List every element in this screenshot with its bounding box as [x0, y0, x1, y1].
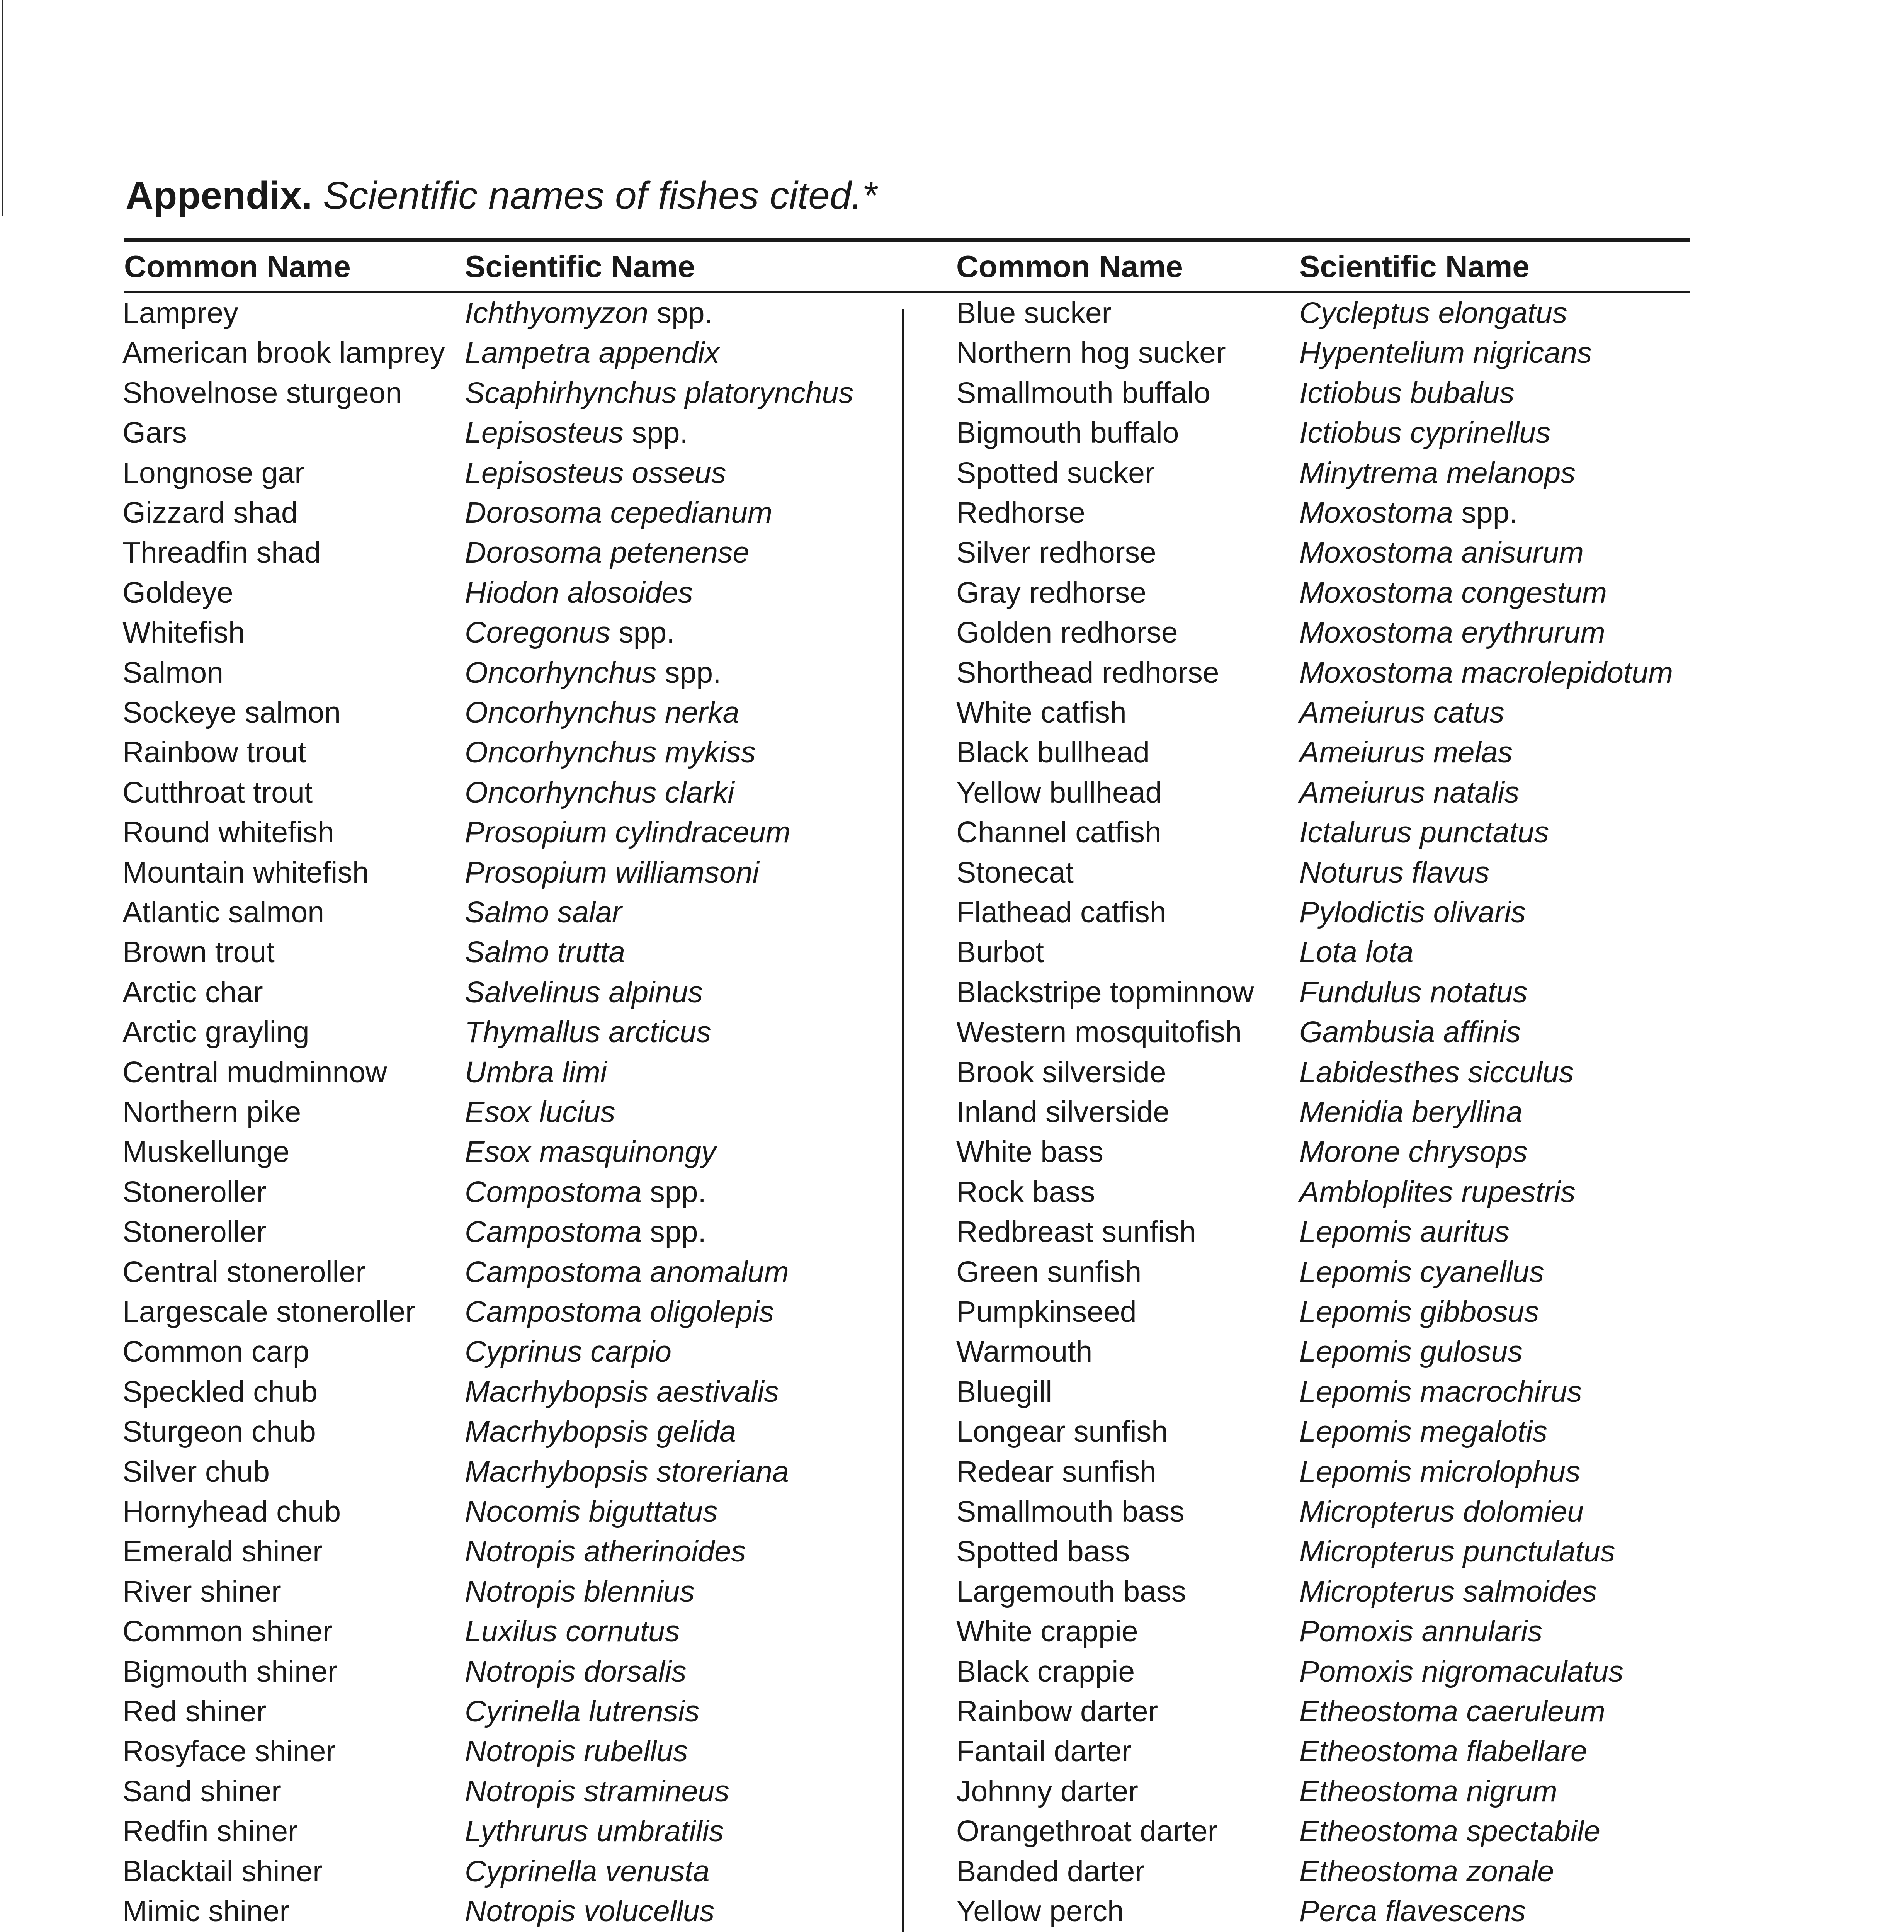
scientific-name-text: Micropterus salmoides: [1299, 1575, 1597, 1608]
right-scientific-name-cell: [1299, 294, 1567, 332]
left-common-name-cell: Brown trout: [122, 935, 275, 969]
scientific-name-text: Etheostoma nigrum: [1299, 1775, 1557, 1808]
right-common-name-cell: White crappie: [956, 1615, 1138, 1648]
left-scientific-name-cell: [465, 1372, 779, 1411]
left-scientific-name-cell: [465, 1412, 736, 1451]
right-scientific-name-cell: [1299, 573, 1607, 612]
scientific-name-text: Notropis volucellus: [465, 1895, 715, 1928]
left-scientific-name-cell: [465, 333, 719, 372]
left-common-name-cell: Lamprey: [122, 296, 238, 330]
left-common-name-cell: Sturgeon chub: [122, 1415, 316, 1448]
right-common-name-cell: Brook silverside: [956, 1056, 1166, 1089]
scientific-name-text: Lythrurus umbratilis: [465, 1815, 724, 1848]
scientific-name-text: Campostoma oligolepis: [465, 1295, 774, 1328]
right-common-name-cell: Fantail darter: [956, 1735, 1132, 1768]
left-common-name-cell: Cutthroat trout: [122, 776, 313, 809]
scientific-name-text: Notropis rubellus: [465, 1735, 688, 1768]
left-scientific-name-cell: [465, 1213, 706, 1251]
left-common-name-cell: American brook lamprey: [122, 336, 445, 369]
scientific-name-text: Minytrema melanops: [1299, 456, 1576, 490]
table-top-rule: [124, 238, 1690, 242]
species-suffix: spp.: [641, 1175, 706, 1209]
scientific-name-text: Moxostoma congestum: [1299, 576, 1607, 609]
scientific-name-text: Pomoxis annularis: [1299, 1615, 1543, 1648]
left-scientific-name-cell: [465, 1133, 716, 1171]
scientific-name-text: Macrhybopsis gelida: [465, 1415, 736, 1448]
left-scientific-name-cell: [465, 573, 693, 612]
left-common-name-cell: Emerald shiner: [122, 1535, 323, 1568]
scientific-name-text: Salmo salar: [465, 896, 622, 929]
scientific-name-text: Scaphirhynchus platorynchus: [465, 376, 853, 410]
scientific-name-text: Nocomis biguttatus: [465, 1495, 718, 1528]
left-common-name-cell: Sockeye salmon: [122, 696, 341, 729]
left-scientific-name-cell: [465, 1572, 695, 1611]
right-common-name-cell: Yellow bullhead: [956, 776, 1162, 809]
left-common-name-cell: Red shiner: [122, 1695, 267, 1728]
left-common-name-cell: Rosyface shiner: [122, 1735, 336, 1768]
scientific-name-text: Labidesthes sicculus: [1299, 1056, 1574, 1089]
left-common-name-cell: Salmon: [122, 656, 224, 689]
scientific-name-text: Ambloplites rupestris: [1299, 1175, 1576, 1209]
left-common-name-cell: Central stoneroller: [122, 1255, 366, 1289]
right-scientific-name-cell: [1299, 1293, 1539, 1331]
right-common-name-cell: Blackstripe topminnow: [956, 976, 1254, 1009]
left-common-name-cell: Stoneroller: [122, 1215, 267, 1248]
left-scientific-name-cell: [465, 1253, 789, 1291]
right-common-name-cell: Spotted bass: [956, 1535, 1130, 1568]
left-common-name-cell: Common carp: [122, 1335, 309, 1368]
right-common-name-cell: Rock bass: [956, 1175, 1095, 1209]
scientific-name-text: Fundulus notatus: [1299, 976, 1528, 1009]
right-scientific-name-cell: [1299, 973, 1528, 1012]
scientific-name-text: Lampetra appendix: [465, 336, 720, 369]
scientific-name-text: Lepomis megalotis: [1299, 1415, 1547, 1448]
scientific-name-text: Thymallus arcticus: [465, 1015, 711, 1049]
right-scientific-name-cell: [1299, 374, 1514, 412]
right-common-name-cell: Orangethroat darter: [956, 1815, 1218, 1848]
left-common-name-cell: Arctic char: [122, 976, 263, 1009]
right-common-name-cell: Largemouth bass: [956, 1575, 1186, 1608]
scientific-name-text: Oncorhynchus mykiss: [465, 736, 756, 769]
right-common-name-cell: Inland silverside: [956, 1095, 1170, 1129]
appendix-caption: Scientific names of fishes cited.*: [323, 174, 877, 217]
left-common-name-cell: Rainbow trout: [122, 736, 306, 769]
left-common-name-cell: Mountain whitefish: [122, 856, 369, 889]
left-scientific-name-cell: [465, 1692, 700, 1731]
right-common-name-cell: Western mosquitofish: [956, 1015, 1242, 1049]
right-common-name-cell: Spotted sucker: [956, 456, 1155, 490]
scientific-name-text: Ichthyomyzon: [465, 296, 649, 330]
left-common-name-cell: Silver chub: [122, 1455, 270, 1488]
scientific-name-text: Oncorhynchus: [465, 656, 657, 689]
scientific-name-text: Etheostoma zonale: [1299, 1855, 1554, 1888]
scientific-name-text: Luxilus cornutus: [465, 1615, 680, 1648]
left-scientific-name-cell: [465, 1812, 724, 1850]
header-rule: [124, 291, 1690, 293]
right-scientific-name-cell: [1299, 853, 1489, 892]
right-common-name-cell: Burbot: [956, 935, 1044, 969]
scientific-name-text: Menidia beryllina: [1299, 1095, 1523, 1129]
right-common-name-cell: Northern hog sucker: [956, 336, 1226, 369]
right-scientific-name-cell: [1299, 493, 1518, 532]
scientific-name-text: Etheostoma spectabile: [1299, 1815, 1601, 1848]
scientific-name-text: Dorosoma petenense: [465, 536, 750, 569]
scientific-name-text: Gambusia affinis: [1299, 1015, 1521, 1049]
left-common-name-cell: Hornyhead chub: [122, 1495, 341, 1528]
scientific-name-text: Ictiobus cyprinellus: [1299, 416, 1551, 449]
left-common-name-cell: Threadfin shad: [122, 536, 321, 569]
appendix-heading: [126, 176, 877, 215]
left-scientific-name-cell: [465, 893, 622, 932]
left-scientific-name-cell: [465, 374, 853, 412]
right-scientific-name-cell: [1299, 1772, 1557, 1811]
right-common-name-cell: Longear sunfish: [956, 1415, 1168, 1448]
right-scientific-name-cell: [1299, 733, 1513, 772]
right-scientific-name-cell: [1299, 933, 1413, 971]
left-scientific-name-cell: [465, 973, 703, 1012]
left-scientific-name-cell: [465, 294, 713, 332]
scientific-name-text: Ictalurus punctatus: [1299, 816, 1549, 849]
right-common-name-cell: Bigmouth buffalo: [956, 416, 1179, 449]
scientific-name-text: Prosopium cylindraceum: [465, 816, 791, 849]
scientific-name-text: Campostoma anomalum: [465, 1255, 789, 1289]
left-common-name-cell: Common shiner: [122, 1615, 333, 1648]
right-common-name-cell: Pumpkinseed: [956, 1295, 1137, 1328]
scientific-name-text: Noturus flavus: [1299, 856, 1490, 889]
species-suffix: spp.: [648, 296, 713, 330]
left-scientific-name-cell: [465, 493, 772, 532]
right-common-name-cell: Yellow perch: [956, 1895, 1124, 1928]
scientific-name-text: Perca flavescens: [1299, 1895, 1526, 1928]
left-scientific-name-cell: [465, 1612, 680, 1651]
left-common-name-header: Common Name: [124, 249, 351, 284]
left-scientific-name-cell: [465, 693, 739, 732]
right-common-name-cell: Blue sucker: [956, 296, 1112, 330]
right-common-name-cell: Smallmouth bass: [956, 1495, 1185, 1528]
scientific-name-text: Ictiobus bubalus: [1299, 376, 1515, 410]
scientific-name-text: Hypentelium nigricans: [1299, 336, 1592, 369]
left-common-name-cell: Gars: [122, 416, 187, 449]
left-common-name-cell: Gizzard shad: [122, 496, 298, 529]
scientific-name-text: Prosopium williamsoni: [465, 856, 759, 889]
right-scientific-name-cell: [1299, 613, 1605, 652]
scientific-name-text: Cyprinella venusta: [465, 1855, 710, 1888]
right-scientific-name-cell: [1299, 1692, 1605, 1731]
scientific-name-text: Esox lucius: [465, 1095, 615, 1129]
scientific-name-text: Lepisosteus osseus: [465, 456, 726, 490]
scientific-name-text: Lepomis gibbosus: [1299, 1295, 1539, 1328]
scientific-name-text: Lepisosteus: [465, 416, 624, 449]
right-scientific-name-cell: [1299, 333, 1592, 372]
right-scientific-name-cell: [1299, 413, 1551, 452]
right-scientific-name-cell: [1299, 1093, 1523, 1131]
right-scientific-name-cell: [1299, 1173, 1576, 1211]
scientific-name-text: Etheostoma caeruleum: [1299, 1695, 1605, 1728]
right-scientific-name-header: Scientific Name: [1299, 249, 1530, 284]
scientific-name-text: Notropis stramineus: [465, 1775, 729, 1808]
left-common-name-cell: Sand shiner: [122, 1775, 281, 1808]
left-scientific-name-cell: [465, 1332, 672, 1371]
species-suffix: spp.: [656, 656, 721, 689]
scientific-name-text: Cyrinella lutrensis: [465, 1695, 700, 1728]
right-common-name-cell: Gray redhorse: [956, 576, 1147, 609]
right-scientific-name-cell: [1299, 1133, 1528, 1171]
left-scientific-name-cell: [465, 454, 726, 492]
left-scientific-name-cell: [465, 1772, 729, 1811]
right-common-name-cell: Warmouth: [956, 1335, 1093, 1368]
column-divider: [902, 309, 904, 1932]
right-scientific-name-cell: [1299, 893, 1526, 932]
left-common-name-cell: Redfin shiner: [122, 1815, 298, 1848]
right-common-name-cell: Green sunfish: [956, 1255, 1142, 1289]
scientific-name-text: Cyprinus carpio: [465, 1335, 672, 1368]
right-common-name-cell: Smallmouth buffalo: [956, 376, 1210, 410]
right-scientific-name-cell: [1299, 1372, 1582, 1411]
right-scientific-name-cell: [1299, 1452, 1581, 1491]
scientific-name-text: Cycleptus elongatus: [1299, 296, 1567, 330]
left-common-name-cell: Mimic shiner: [122, 1895, 290, 1928]
left-common-name-cell: Blacktail shiner: [122, 1855, 323, 1888]
scientific-name-text: Ameiurus catus: [1299, 696, 1504, 729]
right-scientific-name-cell: [1299, 1053, 1574, 1092]
scientific-name-text: Dorosoma cepedianum: [465, 496, 773, 529]
left-scientific-name-cell: [465, 1892, 714, 1930]
right-common-name-cell: Redear sunfish: [956, 1455, 1156, 1488]
scientific-name-text: Hiodon alosoides: [465, 576, 693, 609]
scientific-name-text: Lepomis gulosus: [1299, 1335, 1523, 1368]
scientific-name-text: Ameiurus natalis: [1299, 776, 1520, 809]
scientific-name-text: Etheostoma flabellare: [1299, 1735, 1587, 1768]
right-scientific-name-cell: [1299, 1852, 1554, 1891]
scientific-name-text: Campostoma: [465, 1215, 642, 1248]
left-common-name-cell: Shovelnose sturgeon: [122, 376, 402, 410]
scientific-name-text: Lepomis cyanellus: [1299, 1255, 1544, 1289]
right-common-name-cell: Channel catfish: [956, 816, 1161, 849]
species-suffix: spp.: [623, 416, 688, 449]
right-common-name-cell: Redbreast sunfish: [956, 1215, 1196, 1248]
right-scientific-name-cell: [1299, 1572, 1597, 1611]
left-common-name-cell: Central mudminnow: [122, 1056, 387, 1089]
left-common-name-cell: Bigmouth shiner: [122, 1655, 338, 1688]
scientific-name-text: Moxostoma anisurum: [1299, 536, 1584, 569]
right-scientific-name-cell: [1299, 773, 1519, 812]
right-scientific-name-cell: [1299, 1253, 1544, 1291]
right-common-name-cell: Bluegill: [956, 1375, 1052, 1408]
species-suffix: spp.: [1453, 496, 1518, 529]
left-scientific-name-cell: [465, 1652, 686, 1691]
left-scientific-name-cell: [465, 773, 734, 812]
left-common-name-cell: Round whitefish: [122, 816, 334, 849]
left-scientific-name-cell: [465, 1492, 718, 1531]
scientific-name-text: Oncorhynchus nerka: [465, 696, 740, 729]
right-common-name-cell: White bass: [956, 1135, 1103, 1168]
right-scientific-name-cell: [1299, 454, 1576, 492]
left-common-name-cell: Longnose gar: [122, 456, 304, 490]
left-scientific-name-cell: [465, 853, 759, 892]
scientific-name-text: Morone chrysops: [1299, 1135, 1528, 1168]
left-scientific-name-cell: [465, 533, 749, 572]
scientific-name-text: Coregonus: [465, 616, 610, 649]
scientific-name-text: Pylodictis olivaris: [1299, 896, 1526, 929]
right-scientific-name-cell: [1299, 1812, 1600, 1850]
scientific-name-text: Lepomis auritus: [1299, 1215, 1510, 1248]
left-scientific-name-cell: [465, 933, 625, 971]
scientific-name-text: Esox masquinongy: [465, 1135, 716, 1168]
right-scientific-name-cell: [1299, 1412, 1547, 1451]
left-common-name-cell: Goldeye: [122, 576, 233, 609]
right-scientific-name-cell: [1299, 1013, 1521, 1051]
right-common-name-cell: Rainbow darter: [956, 1695, 1158, 1728]
left-scientific-name-header: Scientific Name: [465, 249, 695, 284]
left-common-name-cell: Northern pike: [122, 1095, 301, 1129]
scientific-name-text: Macrhybopsis storeriana: [465, 1455, 789, 1488]
left-common-name-cell: Largescale stoneroller: [122, 1295, 415, 1328]
right-scientific-name-cell: [1299, 813, 1549, 852]
scientific-name-text: Macrhybopsis aestivalis: [465, 1375, 779, 1408]
left-scientific-name-cell: [465, 813, 790, 852]
right-common-name-cell: Stonecat: [956, 856, 1074, 889]
right-common-name-cell: Silver redhorse: [956, 536, 1156, 569]
scientific-name-text: Notropis blennius: [465, 1575, 695, 1608]
left-common-name-cell: Muskellunge: [122, 1135, 290, 1168]
right-common-name-cell: Redhorse: [956, 496, 1085, 529]
right-common-name-cell: Johnny darter: [956, 1775, 1138, 1808]
scientific-name-text: Pomoxis nigromaculatus: [1299, 1655, 1624, 1688]
left-common-name-cell: Speckled chub: [122, 1375, 318, 1408]
left-common-name-cell: Whitefish: [122, 616, 245, 649]
right-scientific-name-cell: [1299, 1492, 1584, 1531]
right-scientific-name-cell: [1299, 1612, 1542, 1651]
scientific-name-text: Moxostoma erythrurum: [1299, 616, 1605, 649]
right-common-name-cell: Black bullhead: [956, 736, 1150, 769]
scientific-name-text: Micropterus dolomieu: [1299, 1495, 1584, 1528]
right-scientific-name-cell: [1299, 653, 1673, 692]
species-suffix: spp.: [641, 1215, 706, 1248]
left-scientific-name-cell: [465, 1732, 688, 1770]
scientific-name-text: Oncorhynchus clarki: [465, 776, 734, 809]
left-common-name-cell: Stoneroller: [122, 1175, 267, 1209]
appendix-label: Appendix.: [126, 174, 313, 217]
right-common-name-cell: Black crappie: [956, 1655, 1135, 1688]
right-scientific-name-cell: [1299, 1732, 1587, 1770]
scientific-name-text: Micropterus punctulatus: [1299, 1535, 1615, 1568]
left-scientific-name-cell: [465, 1852, 709, 1891]
left-scientific-name-cell: [465, 413, 688, 452]
scientific-name-text: Lota lota: [1299, 935, 1414, 969]
scientific-name-text: Salmo trutta: [465, 935, 626, 969]
right-common-name-cell: Banded darter: [956, 1855, 1145, 1888]
left-scientific-name-cell: [465, 1013, 711, 1051]
left-common-name-cell: Arctic grayling: [122, 1015, 309, 1049]
left-scientific-name-cell: [465, 1532, 746, 1571]
right-scientific-name-cell: [1299, 693, 1504, 732]
scientific-name-text: Moxostoma macrolepidotum: [1299, 656, 1673, 689]
scientific-name-text: Compostoma: [465, 1175, 642, 1209]
left-scientific-name-cell: [465, 1093, 615, 1131]
right-common-name-cell: Golden redhorse: [956, 616, 1178, 649]
left-scientific-name-cell: [465, 1293, 774, 1331]
right-scientific-name-cell: [1299, 1892, 1526, 1930]
scientific-name-text: Notropis dorsalis: [465, 1655, 687, 1688]
left-scientific-name-cell: [465, 613, 675, 652]
scientific-name-text: Moxostoma: [1299, 496, 1453, 529]
scientific-name-text: Salvelinus alpinus: [465, 976, 703, 1009]
scientific-name-text: Lepomis macrochirus: [1299, 1375, 1582, 1408]
left-scientific-name-cell: [465, 1053, 607, 1092]
right-scientific-name-cell: [1299, 1213, 1510, 1251]
left-scientific-name-cell: [465, 733, 756, 772]
right-scientific-name-cell: [1299, 1332, 1523, 1371]
scientific-name-text: Notropis atherinoides: [465, 1535, 746, 1568]
left-scientific-name-cell: [465, 1173, 706, 1211]
right-scientific-name-cell: [1299, 1652, 1624, 1691]
left-common-name-cell: River shiner: [122, 1575, 281, 1608]
right-common-name-header: Common Name: [956, 249, 1183, 284]
scientific-name-text: Umbra limi: [465, 1056, 607, 1089]
scientific-name-text: Lepomis microlophus: [1299, 1455, 1581, 1488]
right-scientific-name-cell: [1299, 1532, 1615, 1571]
right-common-name-cell: White catfish: [956, 696, 1127, 729]
left-common-name-cell: Atlantic salmon: [122, 896, 325, 929]
left-scientific-name-cell: [465, 653, 721, 692]
left-scientific-name-cell: [465, 1452, 789, 1491]
right-scientific-name-cell: [1299, 533, 1584, 572]
right-common-name-cell: Shorthead redhorse: [956, 656, 1219, 689]
scientific-name-text: Ameiurus melas: [1299, 736, 1513, 769]
right-common-name-cell: Flathead catfish: [956, 896, 1166, 929]
page-edge-line: [2, 0, 3, 216]
species-suffix: spp.: [610, 616, 675, 649]
